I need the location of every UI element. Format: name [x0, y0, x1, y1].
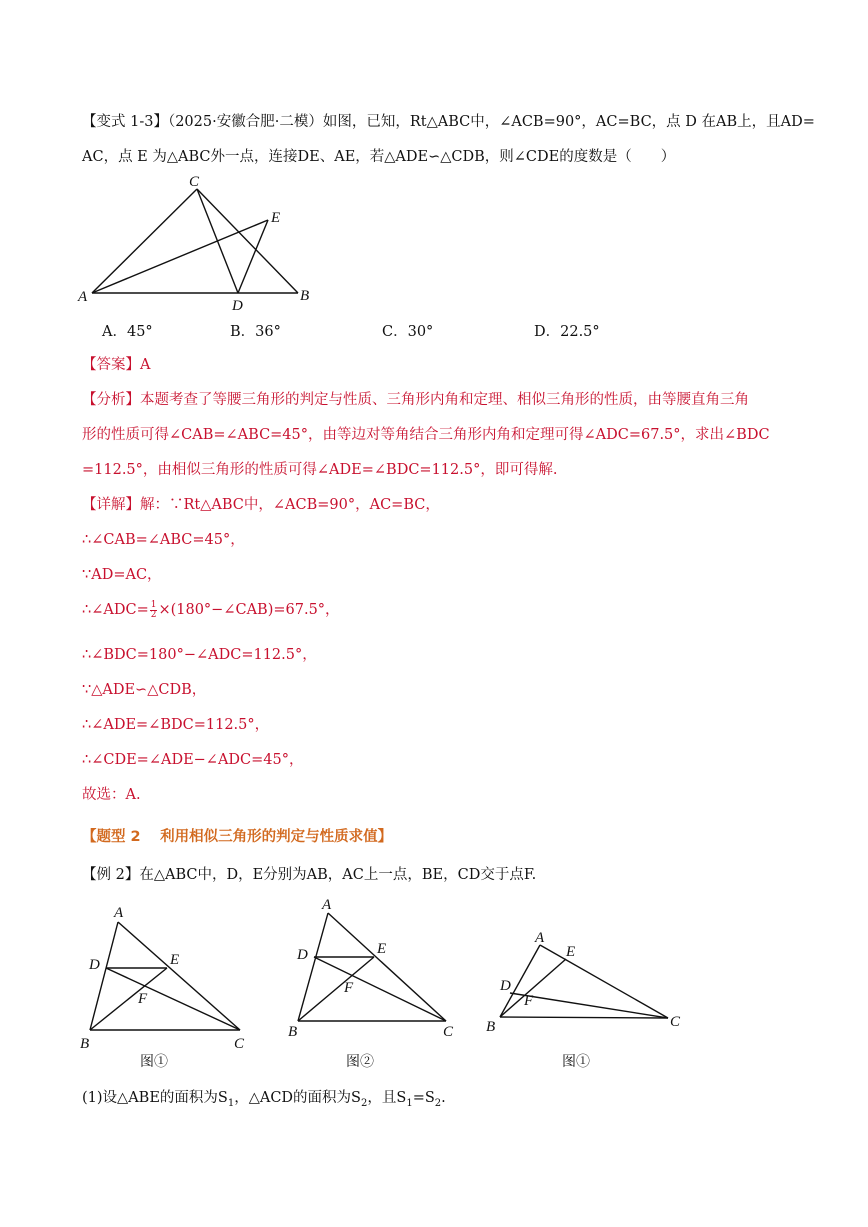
fig2-label-C: C [443, 1024, 454, 1040]
solution-line-2: ∴∠CAB=∠ABC=45°， [82, 532, 245, 548]
seg-AC [92, 189, 197, 293]
part-1-prefix: (1)设△ABE的面积为S [82, 1090, 228, 1106]
fig1-label-E: E [170, 952, 180, 968]
fig2-caption: 图② [346, 1055, 374, 1070]
fig2-label-B: B [288, 1024, 298, 1040]
option-b: B．36° [230, 324, 281, 340]
fraction-half [150, 601, 158, 620]
fig1-label-F: F [138, 991, 148, 1007]
figure-triangle-abc [70, 170, 330, 315]
analysis-line-2: 形的性质可得∠CAB=∠ABC=45°，由等边对等角结合三角形内角和定理可得∠ADC=67.5°，求出∠BDC [82, 427, 770, 443]
label-C: C [189, 174, 200, 190]
part-1-s2-sub: 2 [361, 1097, 368, 1109]
part-1-mid: ，△ACD的面积为S [234, 1090, 361, 1106]
fig2-label-E: E [377, 941, 387, 957]
option-a: A．45° [102, 324, 153, 340]
part-1 [82, 1088, 446, 1114]
example-statement: 【例 2】在△ABC中，D，E分别为AB，AC上一点，BE，CD交于点F. [82, 867, 537, 883]
fraction-numerator: 1 [150, 599, 157, 610]
fig3-label-D: D [500, 978, 511, 994]
solution-line-9: 故选：A. [82, 787, 141, 803]
option-c: C．30° [382, 324, 434, 340]
solution-line-7: ∴∠ADE=∠BDC=112.5°， [82, 717, 270, 733]
fig1-caption: 图① [140, 1055, 168, 1070]
problem-line-1: 【变式 1-3】（2025·安徽合肥·二模）如图，已知，Rt△ABC中，∠ACB=90°，AC=BC，点 D 在AB上，且AD= [82, 114, 815, 130]
fig1-label-D: D [89, 957, 100, 973]
problem-line-2: AC，点 E 为△ABC外一点，连接DE、AE，若△ADE∽△CDB，则∠CDE的度数是（ ） [82, 149, 676, 165]
solution-line-6: ∵△ADE∽△CDB， [82, 682, 207, 698]
solution-line-8: ∴∠CDE=∠ADE−∠ADC=45°， [82, 752, 304, 768]
analysis-line-1: 【分析】本题考查了等腰三角形的判定与性质、三角形内角和定理、相似三角形的性质，由等腰直角三角 [82, 392, 749, 408]
fig1-label-C: C [234, 1036, 245, 1052]
fig1-label-B: B [80, 1036, 90, 1052]
part-1-s1-sub: 1 [227, 1097, 235, 1109]
figure-2-diagram [280, 893, 470, 1075]
fig3-label-A: A [535, 930, 545, 946]
part-1-eq: =S [412, 1090, 435, 1106]
solution-line-3: ∵AD=AC， [82, 567, 162, 583]
fig3-label-E: E [566, 944, 576, 960]
solution-line-4 [82, 600, 340, 620]
option-d: D．22.5° [534, 324, 600, 340]
label-D: D [232, 298, 243, 314]
label-B: B [300, 288, 310, 304]
fig2-label-A: A [322, 897, 332, 913]
part-1-mid2: ，且S [367, 1090, 407, 1106]
fig3-caption: 图① [562, 1055, 590, 1070]
part-1-s2-sub-b: 2 [434, 1097, 442, 1109]
seg-CB [197, 189, 298, 293]
fig3-label-F: F [524, 993, 534, 1009]
solution-line-4-prefix: ∴∠ADC= [82, 602, 149, 618]
label-A: A [78, 289, 88, 305]
type-heading: 【题型 2 利用相似三角形的判定与性质求值】 [82, 829, 393, 845]
part-1-end: . [441, 1090, 446, 1106]
fig3-label-B: B [486, 1019, 496, 1035]
solution-line-4-suffix: ×(180°−∠CAB)=67.5°， [158, 602, 340, 618]
figure-1-diagram [72, 900, 262, 1075]
figure-3-diagram [480, 925, 690, 1075]
label-E: E [271, 210, 281, 226]
seg-AE [92, 220, 268, 293]
solution-line-5: ∴∠BDC=180°−∠ADC=112.5°， [82, 647, 317, 663]
answer: 【答案】A [82, 357, 151, 373]
fig2-label-F: F [344, 980, 354, 996]
fig1-label-A: A [114, 905, 124, 921]
part-1-s1-sub-b: 1 [406, 1097, 413, 1109]
analysis-line-3: =112.5°，由相似三角形的性质可得∠ADE=∠BDC=112.5°，即可得解. [82, 462, 558, 478]
fig2-label-D: D [297, 947, 308, 963]
solution-line-1: 【详解】解：∵Rt△ABC中，∠ACB=90°，AC=BC， [82, 497, 440, 513]
fig3-label-C: C [670, 1014, 681, 1030]
fraction-denominator: 2 [150, 609, 157, 620]
